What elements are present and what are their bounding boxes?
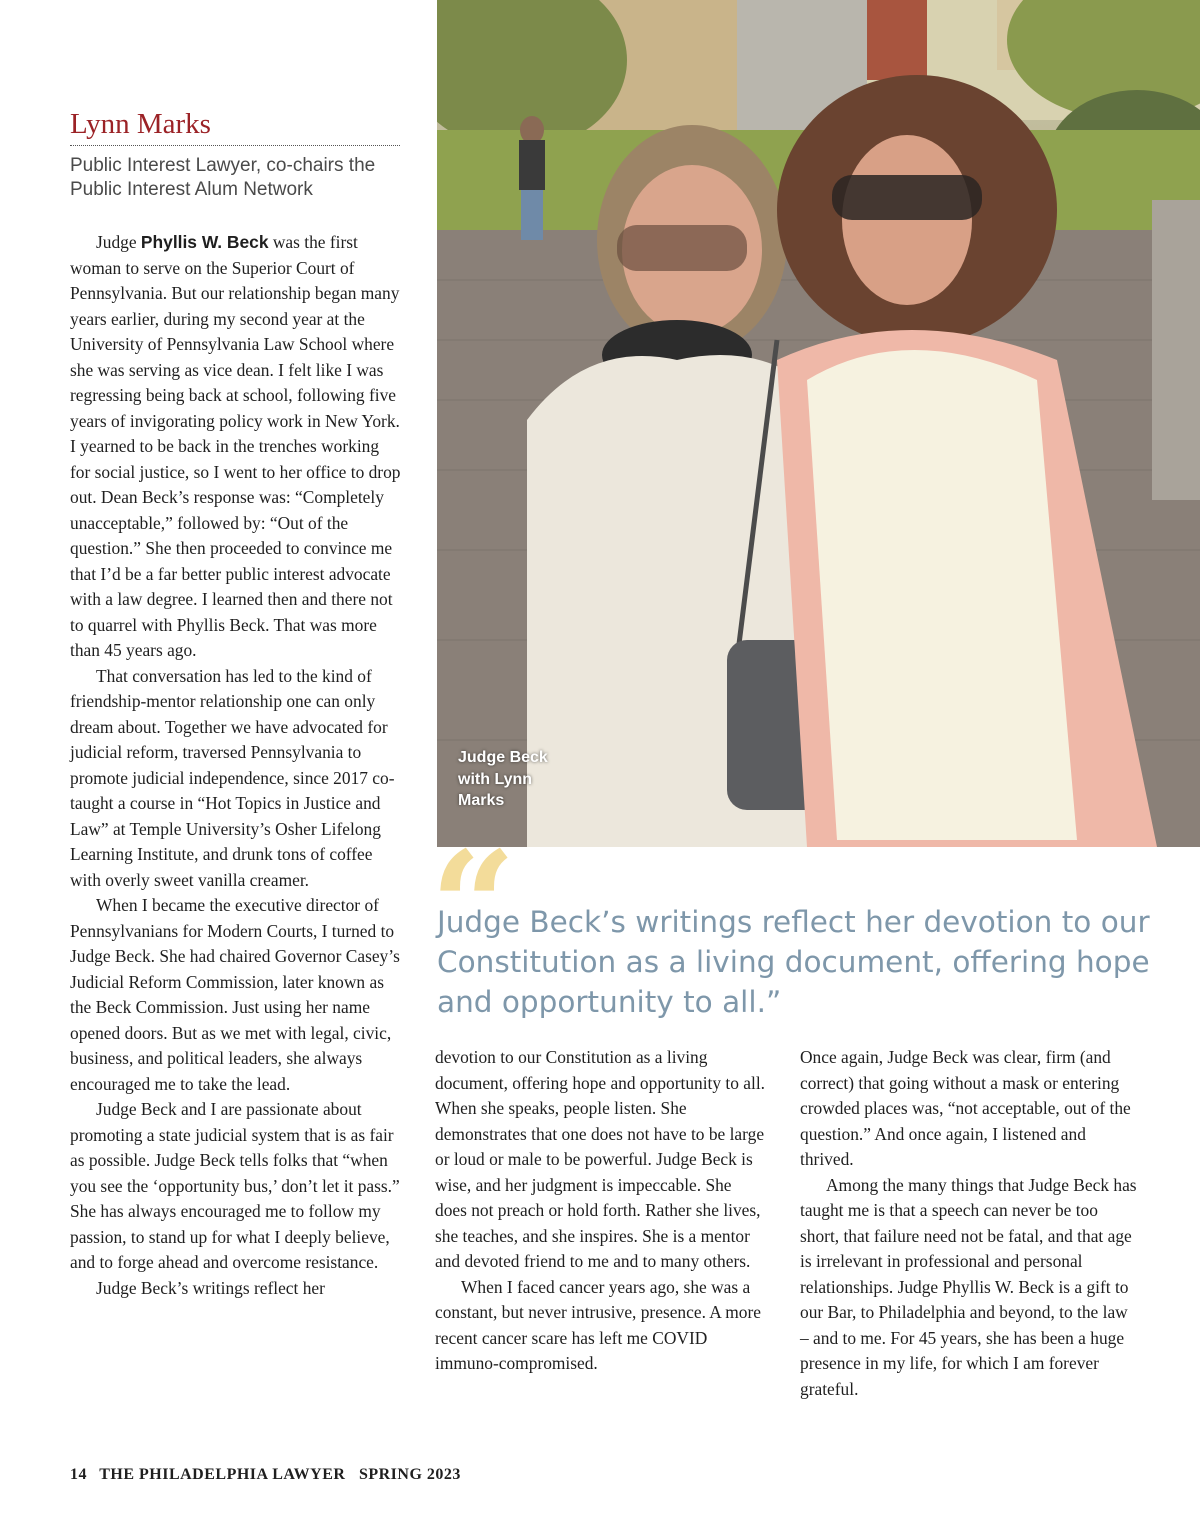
paragraph-text: was the first woman to serve on the Superior Court of Pennsylvania. But our relationship began many years earlier, during my second year at the University of Pennsylvania Law School where she was serving as vice dean. I felt like I was regressing being back at school, following five years of invigorating policy work in New York. I yearned to be back in the trenches working for social justice, so I went to her office to drop out. Dean Beck’s response was: “Completely unacceptable,” followed by: “Out of the question.” She then proceeded to convince me that I’d be a far better public interest advocate with a law degree. I learned then and there not to quarrel with Phyllis Beck. That was more than 45 years ago. — [70, 232, 401, 660]
article-column-3 — [800, 1045, 1140, 1402]
article-paragraph — [70, 230, 402, 664]
article-photo — [437, 0, 1200, 847]
article-paragraph: Once again, Judge Beck was clear, firm (and correct) that going without a mask or entering crowded places was, “not acceptable, out of the question.” And once again, I listened and thrived. — [800, 1047, 1131, 1169]
issue-date: SPRING 2023 — [358, 1466, 461, 1483]
pull-quote: Judge Beck’s writings reflect her devotion to our Constitution as a living document, offering hope and opportunity to all.” — [437, 905, 1150, 1019]
article-paragraph: When I became the executive director of Pennsylvanians for Modern Courts, I turned to Judge Beck. She had chaired Governor Casey’s Judicial Reform Commission, later known as the Beck Commission. Just using her name opened doors. But as we met with legal, civic, business, and political leaders, she always encouraged me to take the lead. — [70, 895, 400, 1094]
article-paragraph: Judge Beck and I are passionate about promoting a state judicial system that is as fair as possible. Judge Beck tells folks that “when you see the ‘opportunity bus,’ don’t let it pass.” She has always encouraged me to follow my passion, to stand up for what I deeply believe, and to forge ahead and overcome resistance. — [70, 1099, 400, 1272]
article-paragraph: That conversation has led to the kind of friendship-mentor relationship one can only dream about. Together we have advocated for judicial reform, traversed Pennsylvania to promote judicial independence, since 2017 co-taught a course in “Hot Topics in Justice and Law” at Temple University’s Osher Lifelong Learning Institute, and drunk tons of coffee with overly sweet vanilla creamer. — [70, 665, 395, 890]
article-paragraph: Judge Beck’s writings reflect her — [96, 1277, 325, 1298]
paragraph-lead: Judge — [96, 232, 141, 252]
photo-illustration — [437, 0, 1200, 847]
page-footer — [70, 1466, 461, 1484]
article-paragraph: Among the many things that Judge Beck has taught me is that a speech can never be too short, that failure need not be fatal, and that age is irrelevant in professional and personal relationships. Judge Phyllis W. Beck is a gift to our Bar, to Philadelphia and beyond, to the law – and to me. For 45 years, she has been a huge presence in my life, for which I am forever grateful. — [800, 1174, 1137, 1399]
author-name: Lynn Marks — [70, 108, 400, 146]
quote-mark-icon: “ — [430, 819, 517, 995]
author-title: Public Interest Lawyer, co-chairs the Public Interest Alum Network — [70, 155, 376, 200]
judge-name-bold: Phyllis W. Beck — [140, 232, 269, 252]
page-number: 14 — [70, 1466, 87, 1483]
article-paragraph: When I faced cancer years ago, she was a constant, but never intrusive, presence. A more recent cancer scare has left me COVID immuno-compromised. — [435, 1276, 761, 1373]
article-column-2 — [435, 1045, 767, 1377]
article-column-1 — [70, 230, 402, 1301]
article-paragraph: devotion to our Constitution as a living document, offering hope and opportunity to all. When she speaks, people listen. She demonstrates that one does not have to be large or loud or male to be powerful. Judge Beck is wise, and her judgment is impeccable. She does not preach or hold forth. Rather she lives, she teaches, and she inspires. She is a mentor and devoted friend to me and to many others. — [435, 1047, 766, 1271]
photo-caption: Judge Beck with Lynn Marks — [458, 749, 548, 809]
publication-name: THE PHILADELPHIA LAWYER — [99, 1466, 346, 1483]
